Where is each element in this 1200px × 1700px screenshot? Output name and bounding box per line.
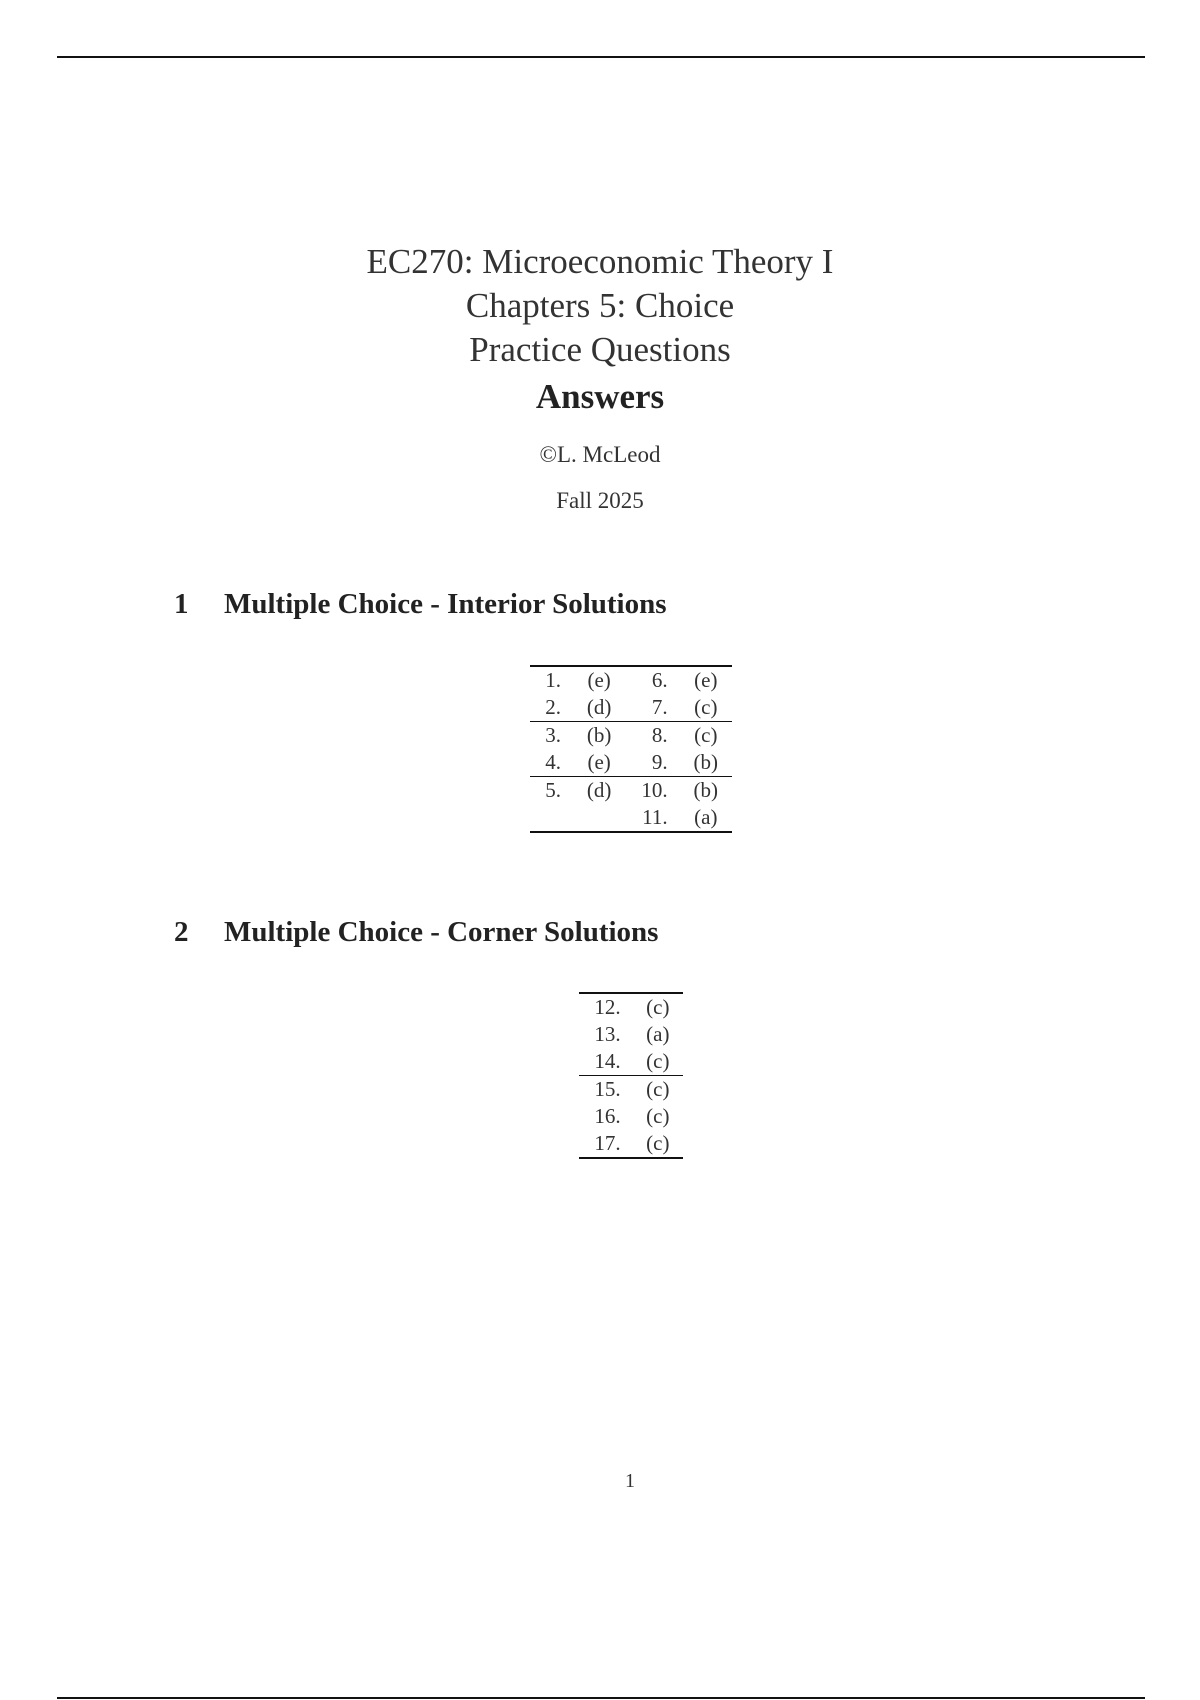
question-number: 9.: [651, 750, 668, 774]
answer-letter: (b): [573, 722, 625, 750]
answer-letter: (e): [587, 750, 611, 774]
page-number: 1: [625, 1470, 635, 1492]
answer-letter: (c): [646, 1049, 670, 1073]
chapter-title: Chapters 5: Choice: [465, 286, 735, 325]
table-row: [530, 804, 732, 832]
answer-letter: (e): [573, 666, 625, 694]
table-row: [579, 1021, 683, 1048]
question-number: 17.: [579, 1130, 633, 1158]
answer-letter: (c): [633, 1076, 683, 1104]
answer-letter: (c): [633, 1130, 683, 1158]
bottom-rule: [57, 1697, 1145, 1699]
section-number: 1: [174, 588, 189, 620]
table-row: [530, 666, 732, 694]
table-row: [579, 993, 683, 1021]
section-heading-1: [174, 588, 667, 621]
question-number: 6.: [625, 666, 679, 694]
question-number: 12.: [579, 993, 633, 1021]
top-rule: [57, 56, 1145, 58]
answer-letter: (c): [694, 695, 718, 719]
answer-letter: [573, 804, 625, 832]
course-title: EC270: Microeconomic Theory I: [366, 242, 834, 281]
question-number: 8.: [625, 722, 679, 750]
table-row: [579, 1076, 683, 1104]
answer-letter: (c): [633, 993, 683, 1021]
question-number: 1.: [530, 666, 573, 694]
question-number: [530, 804, 573, 832]
answer-table-corner: [579, 992, 683, 1159]
question-number: 7.: [651, 695, 668, 719]
question-number: 2.: [545, 695, 561, 719]
author-line: ©L. McLeod: [539, 442, 661, 467]
table-row: [579, 1130, 683, 1158]
document-subtitle: Practice Questions: [469, 330, 731, 369]
table-row: [530, 722, 732, 750]
question-number: 16.: [594, 1104, 621, 1128]
section-heading-2: [174, 916, 658, 949]
question-number: 4.: [545, 750, 561, 774]
question-number: 14.: [594, 1049, 621, 1073]
table-row: [530, 694, 732, 722]
answers-heading: Answers: [535, 377, 665, 416]
question-number: 3.: [530, 722, 573, 750]
table-row: [530, 777, 732, 805]
table-row: [579, 1103, 683, 1130]
question-number: 11.: [625, 804, 679, 832]
answer-letter: (c): [680, 722, 732, 750]
question-number: 10.: [625, 777, 679, 805]
question-number: 5.: [530, 777, 573, 805]
answer-letter: (e): [680, 666, 732, 694]
answer-letter: (b): [680, 777, 732, 805]
answer-letter: (b): [693, 750, 719, 774]
question-number: 15.: [579, 1076, 633, 1104]
answer-table-interior: [530, 665, 732, 833]
section-number: 2: [174, 916, 189, 948]
section-title: Multiple Choice - Interior Solutions: [224, 588, 667, 620]
title-block: [0, 240, 1200, 514]
answer-letter: (d): [573, 777, 625, 805]
answer-letter: (a): [680, 804, 732, 832]
term-line: Fall 2025: [556, 488, 644, 513]
table-row: [579, 1048, 683, 1076]
question-number: 13.: [594, 1022, 621, 1046]
answer-letter: (a): [646, 1022, 670, 1046]
answer-letter: (d): [586, 695, 612, 719]
section-title: Multiple Choice - Corner Solutions: [224, 916, 659, 948]
answer-letter: (c): [646, 1104, 670, 1128]
table-row: [530, 749, 732, 777]
